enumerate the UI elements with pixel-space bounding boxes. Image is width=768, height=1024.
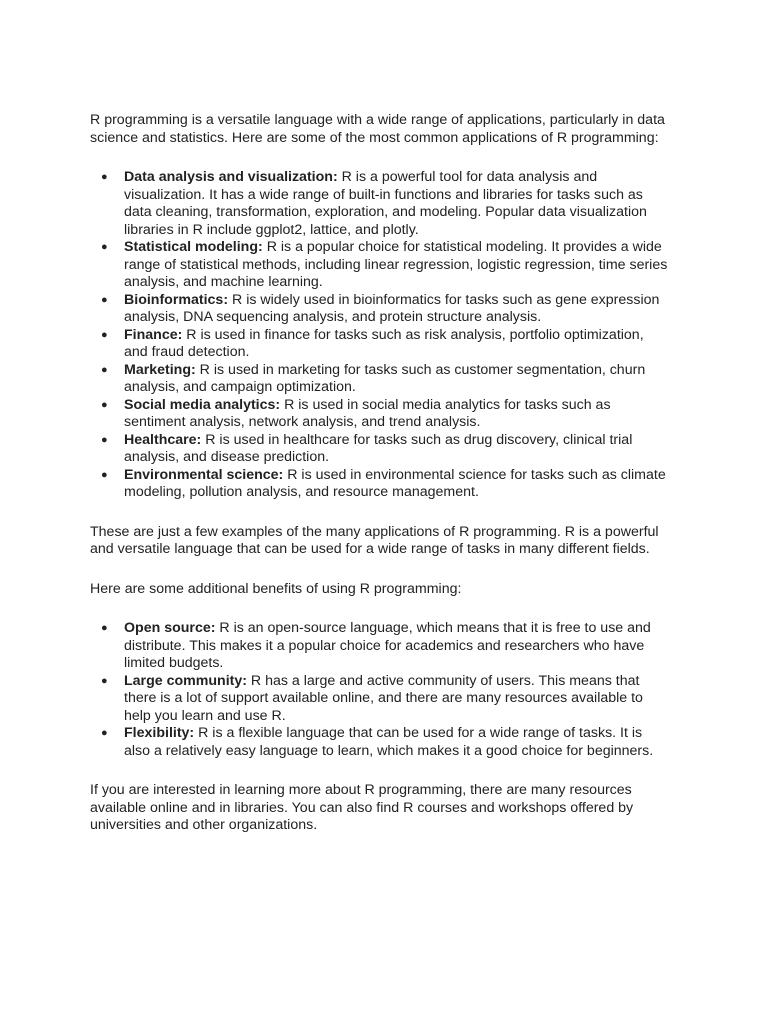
list-item <box>90 397 670 432</box>
list-item-text: R is used in social media analytics for tasks such as sentiment analysis, network analysis, and trend analysis. <box>124 396 611 430</box>
bullet-icon: ● <box>101 727 108 739</box>
list-item-text: R is used in marketing for tasks such as customer segmentation, churn analysis, and campaign optimization. <box>124 361 646 395</box>
bullet-icon: ● <box>101 171 108 183</box>
list-item <box>90 673 670 726</box>
list-item-term: Large community: <box>124 672 247 689</box>
list-item <box>90 467 670 502</box>
bullet-icon: ● <box>101 398 108 411</box>
bullet-icon: ● <box>101 328 108 341</box>
list-item-term: Healthcare: <box>124 431 202 448</box>
list-item-term: Data analysis and visualization: <box>124 169 338 185</box>
list-item-text: R is used in finance for tasks such as risk analysis, portfolio optimization, and fraud detection. <box>124 326 644 360</box>
bullet-icon: ● <box>101 622 108 634</box>
document-page <box>90 112 670 835</box>
list-item-term: Flexibility: <box>124 725 195 741</box>
list-item-text: R has a large and active community of users. This means that there is a lot of support available online, and there are many resources available to help you learn and use R. <box>124 672 643 724</box>
bullet-icon: ● <box>101 293 108 306</box>
benefits-list <box>90 620 670 760</box>
list-item <box>90 362 670 397</box>
list-item-term: Bioinformatics: <box>124 291 229 308</box>
list-item-text: R is used in environmental science for tasks such as climate modeling, pollution analysis, and resource management. <box>124 466 666 500</box>
list-item <box>90 327 670 362</box>
benefits-intro-paragraph: Here are some additional benefits of using R programming: <box>90 580 462 597</box>
list-item <box>90 292 670 327</box>
list-item-text: R is a flexible language that can be used for a wide range of tasks. It is also a relatively easy language to learn, which makes it a good choice for beginners. <box>124 725 654 759</box>
applications-list <box>90 169 670 502</box>
list-item-term: Environmental science: <box>124 466 284 483</box>
list-item <box>90 620 670 673</box>
closing-paragraph: If you are interested in learning more about R programming, there are many resources available online and in libraries. You can also find R courses and workshops offered by universities and other organizations. <box>90 782 634 833</box>
list-item-term: Open source: <box>124 620 216 636</box>
bullet-icon: ● <box>101 363 108 376</box>
bullet-icon: ● <box>101 674 108 687</box>
list-item-term: Social media analytics: <box>124 396 281 413</box>
list-item <box>90 169 670 239</box>
bullet-icon: ● <box>101 468 108 481</box>
bullet-icon: ● <box>101 433 108 446</box>
summary-paragraph: These are just a few examples of the many applications of R programming. R is a powerful and versatile language that can be used for a wide range of tasks in many different fields. <box>90 523 659 557</box>
list-item-term: Finance: <box>124 326 183 343</box>
list-item-text: R is a powerful tool for data analysis and visualization. It has a wide range of built-in functions and libraries for tasks such as data cleaning, transformation, exploration, and modeling. Popular data visualization libraries in R include ggplot2, lattice, and plotly. <box>124 169 647 238</box>
list-item-term: Statistical modeling: <box>124 239 263 255</box>
list-item-text: R is a popular choice for statistical modeling. It provides a wide range of statistical methods, including linear regression, logistic regression, time series analysis, and machine learning. <box>124 239 668 290</box>
list-item-text: R is used in healthcare for tasks such as drug discovery, clinical trial analysis, and disease prediction. <box>124 431 633 465</box>
intro-paragraph: R programming is a versatile language with a wide range of applications, particularly in data science and statistics. Here are some of the most common applications of R programming: <box>90 112 665 146</box>
list-item <box>90 239 670 292</box>
list-item-text: R is an open-source language, which means that it is free to use and distribute. This makes it a popular choice for academics and researchers who have limited budgets. <box>124 620 651 671</box>
list-item <box>90 725 670 760</box>
bullet-icon: ● <box>101 241 108 253</box>
list-item-term: Marketing: <box>124 361 196 378</box>
list-item-text: R is widely used in bioinformatics for tasks such as gene expression analysis, DNA sequencing analysis, and protein structure analysis. <box>124 291 660 325</box>
list-item <box>90 432 670 467</box>
